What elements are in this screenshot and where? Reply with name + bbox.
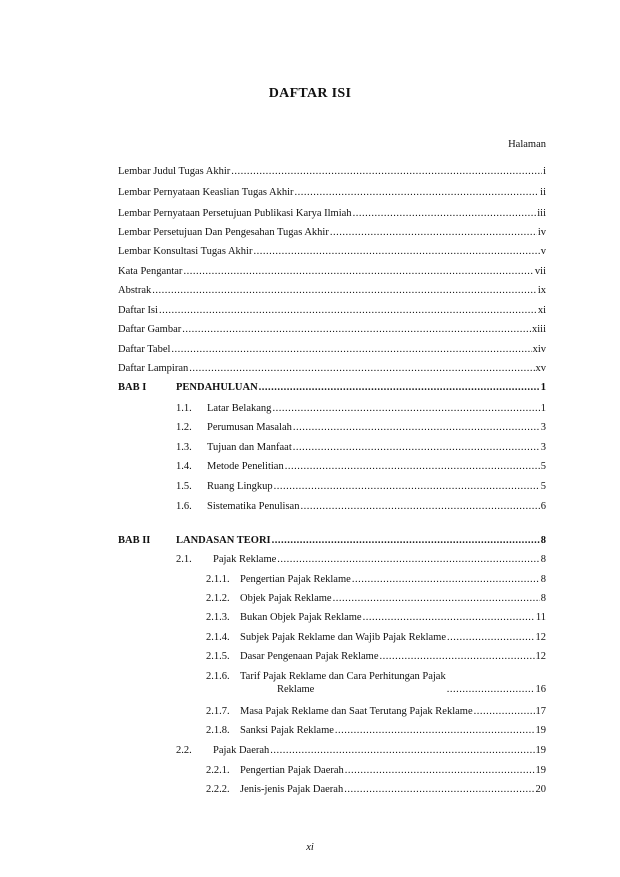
page-number-footer: xi	[306, 842, 314, 853]
subsection-page: 20	[535, 784, 546, 795]
chapter-title: LANDASAN TEORI	[176, 535, 271, 546]
leader-dots	[270, 744, 534, 757]
toc-entry-label: Kata Pengantar	[118, 266, 183, 277]
toc-entry[interactable]	[118, 362, 546, 375]
section-number: 2.1.	[176, 554, 192, 565]
chapter-title: PENDAHULUAN	[176, 382, 258, 393]
toc-section[interactable]	[176, 421, 546, 434]
subsection-label: Objek Pajak Reklame	[240, 593, 332, 604]
toc-entry-page: xi	[537, 305, 546, 316]
leader-dots	[231, 165, 542, 178]
toc-subsection[interactable]	[206, 705, 546, 718]
chapter-number: BAB I	[118, 382, 147, 393]
leader-dots	[335, 724, 535, 737]
toc-entry-page: xiv	[532, 344, 546, 355]
subsection-label: Masa Pajak Reklame dan Saat Terutang Pajak Reklame	[240, 706, 473, 717]
leader-dots	[344, 783, 534, 796]
toc-entry[interactable]	[118, 304, 546, 317]
section-number: 1.4.	[176, 461, 192, 472]
subsection-number: 2.1.5.	[206, 651, 230, 662]
section-page: 3	[540, 422, 546, 433]
subsection-label: Subjek Pajak Reklame dan Wajib Pajak Reklame	[240, 632, 446, 643]
subsection-page: 16	[535, 684, 546, 695]
section-label: Metode Penelitian	[207, 461, 284, 472]
subsection-number: 2.1.7.	[206, 706, 230, 717]
leader-dots	[363, 611, 535, 624]
leader-dots	[330, 226, 537, 239]
toc-section[interactable]	[176, 402, 546, 415]
leader-dots	[152, 284, 537, 297]
toc-entry-label: Lembar Pernyataan Keaslian Tugas Akhir	[118, 187, 294, 198]
section-page: 6	[540, 501, 546, 512]
toc-entry[interactable]	[118, 343, 546, 356]
chapter-page: 1	[540, 382, 546, 393]
subsection-label: Tarif Pajak Reklame dan Cara Perhitungan Pajak	[240, 671, 446, 682]
chapter-page: 8	[540, 535, 546, 546]
section-page: 5	[540, 461, 546, 472]
leader-dots	[182, 323, 531, 336]
toc-entry-page: xiii	[531, 324, 546, 335]
subsection-number: 2.1.6.	[206, 671, 230, 682]
toc-entry-label: Lembar Persetujuan Dan Pengesahan Tugas Akhir	[118, 227, 329, 238]
toc-section[interactable]	[176, 744, 546, 757]
leader-dots	[293, 421, 540, 434]
subsection-label: Jenis-jenis Pajak Daerah	[240, 784, 344, 795]
subsection-page: 8	[540, 593, 546, 604]
section-number: 1.5.	[176, 481, 192, 492]
toc-entry[interactable]	[118, 284, 546, 297]
section-number: 1.1.	[176, 403, 192, 414]
toc-entry-label: Lembar Pernyataan Persetujuan Publikasi Karya Ilmiah	[118, 208, 352, 219]
subsection-page: 17	[535, 706, 546, 717]
leader-dots	[183, 265, 533, 278]
toc-entry-label: Daftar Tabel	[118, 344, 171, 355]
leader-dots	[295, 186, 540, 199]
leader-dots	[333, 592, 540, 605]
subsection-number: 2.2.1.	[206, 765, 230, 776]
subsection-page: 19	[535, 725, 546, 736]
section-page: 8	[540, 554, 546, 565]
subsection-label: Dasar Pengenaan Pajak Reklame	[240, 651, 379, 662]
toc-entry[interactable]	[118, 186, 546, 199]
toc-entry-page: ix	[537, 285, 546, 296]
section-page: 5	[540, 481, 546, 492]
toc-entry-page: ii	[540, 187, 546, 198]
leader-dots	[274, 480, 540, 493]
subsection-label-wrap	[240, 670, 446, 696]
toc-entry-label: Abstrak	[118, 285, 152, 296]
toc-entry-page: xv	[535, 363, 546, 374]
section-label: Latar Belakang	[207, 403, 272, 414]
toc-entry-page: vii	[534, 266, 546, 277]
section-number: 2.2.	[176, 745, 192, 756]
section-page: 1	[540, 403, 546, 414]
section-number: 1.3.	[176, 442, 192, 453]
toc-section[interactable]	[176, 480, 546, 493]
subsection-page: 19	[535, 765, 546, 776]
toc-subsection[interactable]	[206, 670, 546, 696]
leader-dots	[353, 207, 537, 220]
toc-subsection[interactable]	[206, 592, 546, 605]
leader-dots	[474, 705, 535, 718]
section-number: 1.6.	[176, 501, 192, 512]
leader-dots	[447, 631, 535, 644]
toc-subsection[interactable]	[206, 650, 546, 663]
leader-dots	[159, 304, 537, 317]
toc-entry[interactable]	[118, 245, 546, 258]
leader-dots	[352, 573, 540, 586]
section-label: Perumusan Masalah	[207, 422, 292, 433]
toc-entry-label: Daftar Isi	[118, 305, 158, 316]
subsection-number: 2.2.2.	[206, 784, 230, 795]
leader-dots	[300, 500, 539, 513]
subsection-number: 2.1.2.	[206, 593, 230, 604]
subsection-page: 8	[540, 574, 546, 585]
leader-dots	[345, 764, 535, 777]
toc-entry-page: iv	[537, 227, 546, 238]
toc-entry[interactable]	[118, 323, 546, 336]
toc-entry[interactable]	[118, 165, 546, 178]
subsection-label: Bukan Objek Pajak Reklame	[240, 612, 362, 623]
toc-entry-label: Daftar Lampiran	[118, 363, 189, 374]
toc-entry-label: Lembar Konsultasi Tugas Akhir	[118, 246, 253, 257]
leader-dots	[253, 245, 539, 258]
section-label: Tujuan dan Manfaat	[207, 442, 292, 453]
section-label: Pajak Reklame	[213, 554, 277, 565]
leader-dots	[171, 343, 531, 356]
subsection-page: 12	[535, 632, 546, 643]
toc-subsection[interactable]	[206, 611, 546, 624]
toc-chapter[interactable]	[118, 534, 546, 547]
subsection-number: 2.1.8.	[206, 725, 230, 736]
subsection-label: Sanksi Pajak Reklame	[240, 725, 334, 736]
leader-dots	[293, 441, 540, 454]
section-label: Sistematika Penulisan	[207, 501, 300, 512]
page-title: DAFTAR ISI	[268, 86, 352, 101]
leader-dots	[380, 650, 535, 663]
toc-subsection[interactable]	[206, 783, 546, 796]
toc-entry-page: i	[543, 166, 546, 177]
section-label: Pajak Daerah	[213, 745, 270, 756]
section-number: 1.2.	[176, 422, 192, 433]
subsection-number: 2.1.1.	[206, 574, 230, 585]
leader-dots	[259, 381, 540, 394]
toc-entry-label: Lembar Judul Tugas Akhir	[118, 166, 231, 177]
section-label: Ruang Lingkup	[207, 481, 273, 492]
subsection-page: 12	[535, 651, 546, 662]
toc-section[interactable]	[176, 500, 546, 513]
toc-subsection[interactable]	[206, 631, 546, 644]
toc-section[interactable]	[176, 460, 546, 473]
subsection-label-continued: Reklame	[277, 684, 315, 695]
toc-subsection[interactable]	[206, 724, 546, 737]
toc-entry[interactable]	[118, 226, 546, 239]
subsection-label: Pengertian Pajak Daerah	[240, 765, 344, 776]
toc-subsection[interactable]	[206, 764, 546, 777]
section-page: 19	[535, 745, 546, 756]
leader-dots	[189, 362, 534, 375]
subsection-page: 11	[535, 612, 546, 623]
chapter-number: BAB II	[118, 535, 151, 546]
toc-section[interactable]	[176, 441, 546, 454]
toc-entry-label: Daftar Gambar	[118, 324, 182, 335]
toc-section[interactable]	[176, 553, 546, 566]
page-column-header: Halaman	[508, 139, 546, 150]
leader-dots	[285, 460, 540, 473]
subsection-number: 2.1.4.	[206, 632, 230, 643]
toc-subsection[interactable]	[206, 573, 546, 586]
subsection-label: Pengertian Pajak Reklame	[240, 574, 351, 585]
toc-chapter[interactable]	[118, 381, 546, 394]
toc-entry-page: iii	[537, 208, 546, 219]
toc-entry[interactable]	[118, 207, 546, 220]
leader-dots	[447, 683, 535, 696]
leader-dots	[277, 553, 539, 566]
leader-dots	[272, 534, 540, 547]
section-page: 3	[540, 442, 546, 453]
toc-entry-page: v	[540, 246, 546, 257]
leader-dots	[272, 402, 539, 415]
subsection-number: 2.1.3.	[206, 612, 230, 623]
toc-entry[interactable]	[118, 265, 546, 278]
